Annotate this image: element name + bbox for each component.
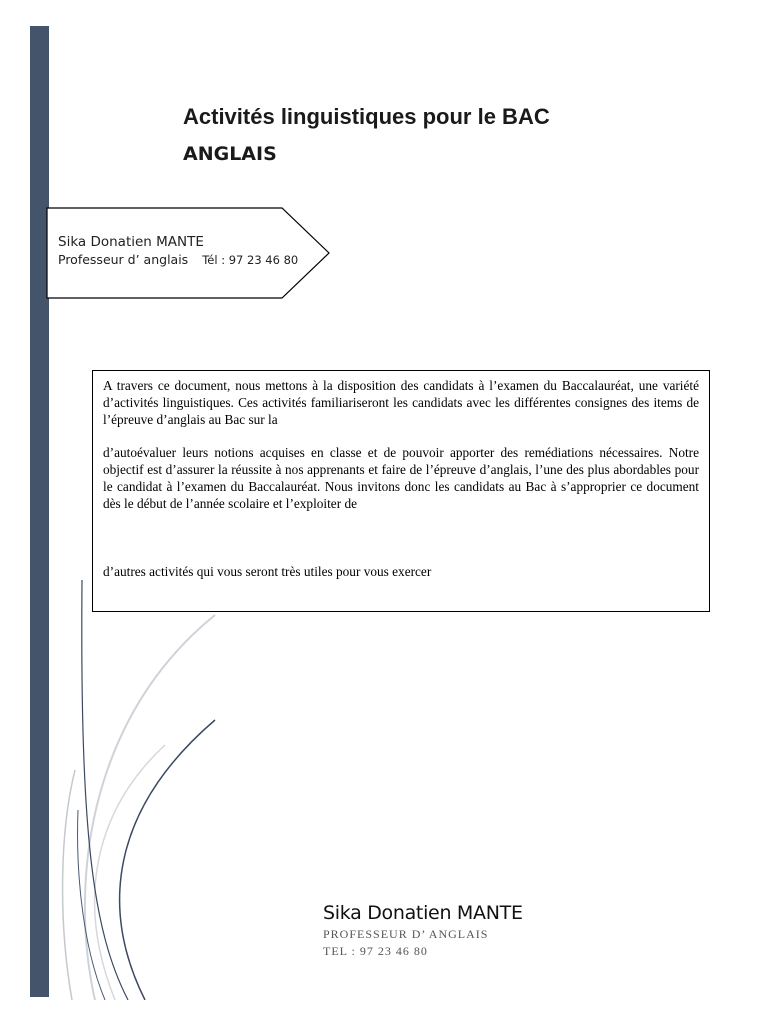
swoosh-dark-1	[120, 720, 215, 1000]
intro-paragraph-3: d’autres activités qui vous seront très utiles pour vous exercer	[103, 564, 432, 579]
author-tag-name: Sika Donatien MANTE	[58, 234, 204, 250]
author-tag-text	[58, 233, 298, 269]
footer-author-phone: TEL : 97 23 46 80	[323, 944, 428, 958]
decorative-swooshes	[0, 560, 260, 1000]
author-footer	[323, 900, 523, 960]
intro-text-box	[92, 370, 710, 612]
author-tag-phone: Tél : 97 23 46 80	[202, 253, 299, 267]
swoosh-light-1	[85, 615, 215, 1000]
document-subject: ANGLAIS	[183, 143, 277, 165]
intro-paragraph-1: A travers ce document, nous mettons à la disposition des candidats à l’examen du Baccalauréat, une variété d’activités linguistiques. Ces activités familiariseront les candidats avec les différentes consignes des items de l’épreuve d’anglais au Bac sur la	[103, 378, 699, 427]
footer-author-role: PROFESSEUR D’ ANGLAIS	[323, 927, 489, 941]
author-tag-role: Professeur d’ anglais	[58, 252, 189, 267]
swoosh-dark-2	[82, 580, 128, 1000]
swoosh-light-3	[63, 770, 75, 1000]
footer-author-name: Sika Donatien MANTE	[323, 902, 523, 924]
intro-paragraph-2: d’autoévaluer leurs notions acquises en classe et de pouvoir apporter des remédiations nécessaires. Notre objectif est d’assurer la réussite à nos apprenants et faire de l’épreuve d’anglais, l’une des plus abordables pour le candidat à l’examen du Baccalauréat. Nous invitons donc les candidats au Bac à s’approprier ce document dès le début de l’année scolaire et l’exploiter de	[103, 445, 699, 511]
author-tag-details	[58, 251, 298, 269]
document-title: Activités linguistiques pour le BAC	[183, 104, 550, 129]
